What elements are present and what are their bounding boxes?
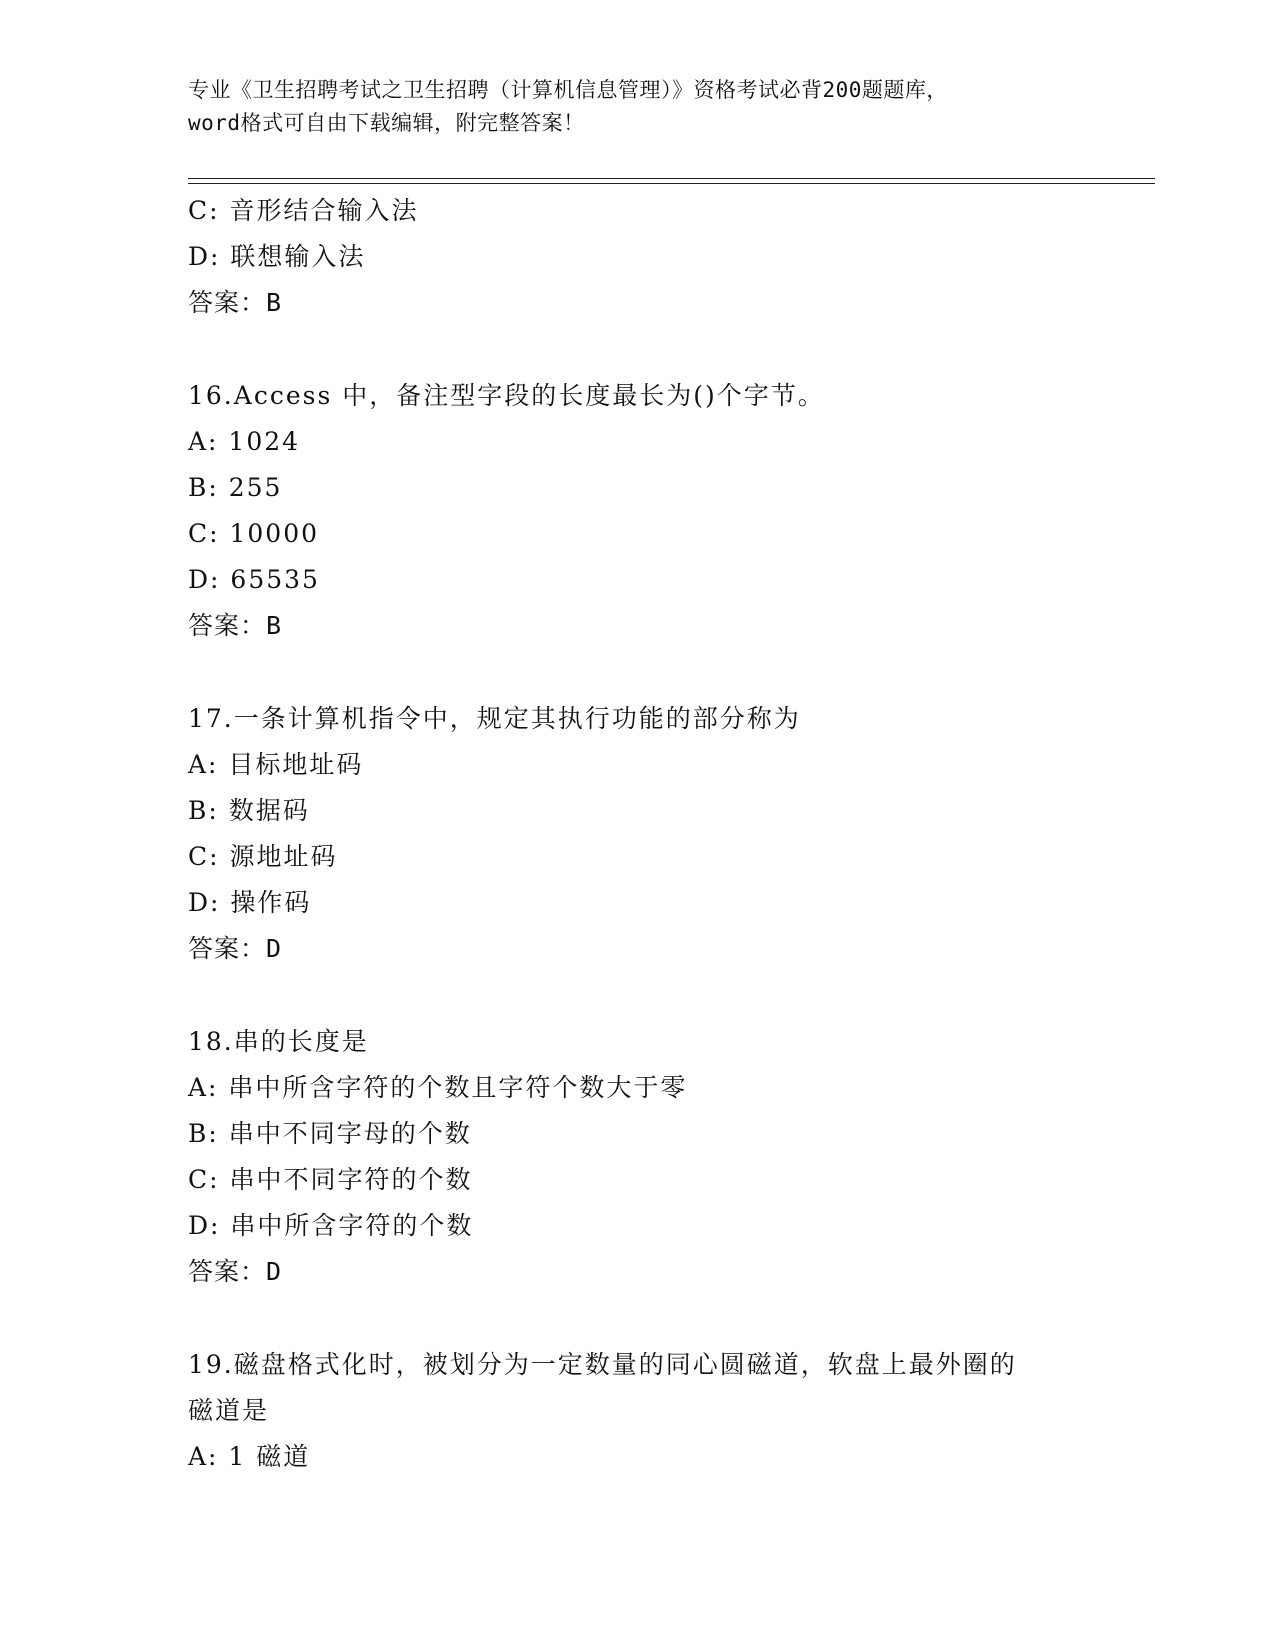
question-text: 18.串的长度是	[188, 1027, 369, 1056]
question-text-line-2: 磁道是	[188, 1396, 270, 1425]
option-b: B: 数据码	[188, 796, 310, 825]
header-divider-top	[188, 178, 1155, 179]
option-c: C: 10000	[188, 519, 320, 548]
answer-line: 答案：D	[188, 934, 283, 963]
header-divider-bottom	[188, 183, 1155, 184]
option-a: A: 1024	[188, 427, 301, 456]
question-text: 16.Access 中，备注型字段的长度最长为()个字节。	[188, 381, 825, 410]
answer-line: 答案：B	[188, 288, 283, 317]
option-d: D: 65535	[188, 565, 320, 594]
option-d: D: 串中所含字符的个数	[188, 1211, 474, 1240]
answer-line: 答案：B	[188, 611, 283, 640]
option-d: D: 操作码	[188, 888, 312, 917]
spacer	[188, 1295, 1138, 1342]
option-d: D: 联想输入法	[188, 242, 366, 271]
spacer	[188, 649, 1138, 696]
question-17	[188, 696, 1138, 972]
option-b: B: 255	[188, 473, 283, 502]
question-text: 17.一条计算机指令中，规定其执行功能的部分称为	[188, 704, 801, 733]
question-text-line-1: 19.磁盘格式化时，被划分为一定数量的同心圆磁道，软盘上最外圈的	[188, 1350, 1017, 1379]
option-a: A: 串中所含字符的个数且字符个数大于零	[188, 1073, 688, 1102]
option-c: C: 源地址码	[188, 842, 338, 871]
question-19	[188, 1342, 1138, 1480]
option-a: A: 目标地址码	[188, 750, 364, 779]
document-header	[188, 74, 1088, 140]
option-c: C: 音形结合输入法	[188, 196, 419, 225]
answer-line: 答案：D	[188, 1257, 283, 1286]
question-18	[188, 1019, 1138, 1295]
option-b: B: 串中不同字母的个数	[188, 1119, 472, 1148]
option-c: C: 串中不同字符的个数	[188, 1165, 473, 1194]
question-16	[188, 373, 1138, 649]
header-title-line-2: word格式可自由下载编辑，附完整答案！	[188, 111, 585, 135]
header-title-line-1: 专业《卫生招聘考试之卫生招聘（计算机信息管理）》资格考试必背200题题库，	[188, 78, 948, 102]
option-a: A: 1 磁道	[188, 1442, 311, 1471]
spacer	[188, 326, 1138, 373]
question-15-tail	[188, 188, 1138, 326]
question-list	[188, 188, 1138, 1480]
spacer	[188, 972, 1138, 1019]
